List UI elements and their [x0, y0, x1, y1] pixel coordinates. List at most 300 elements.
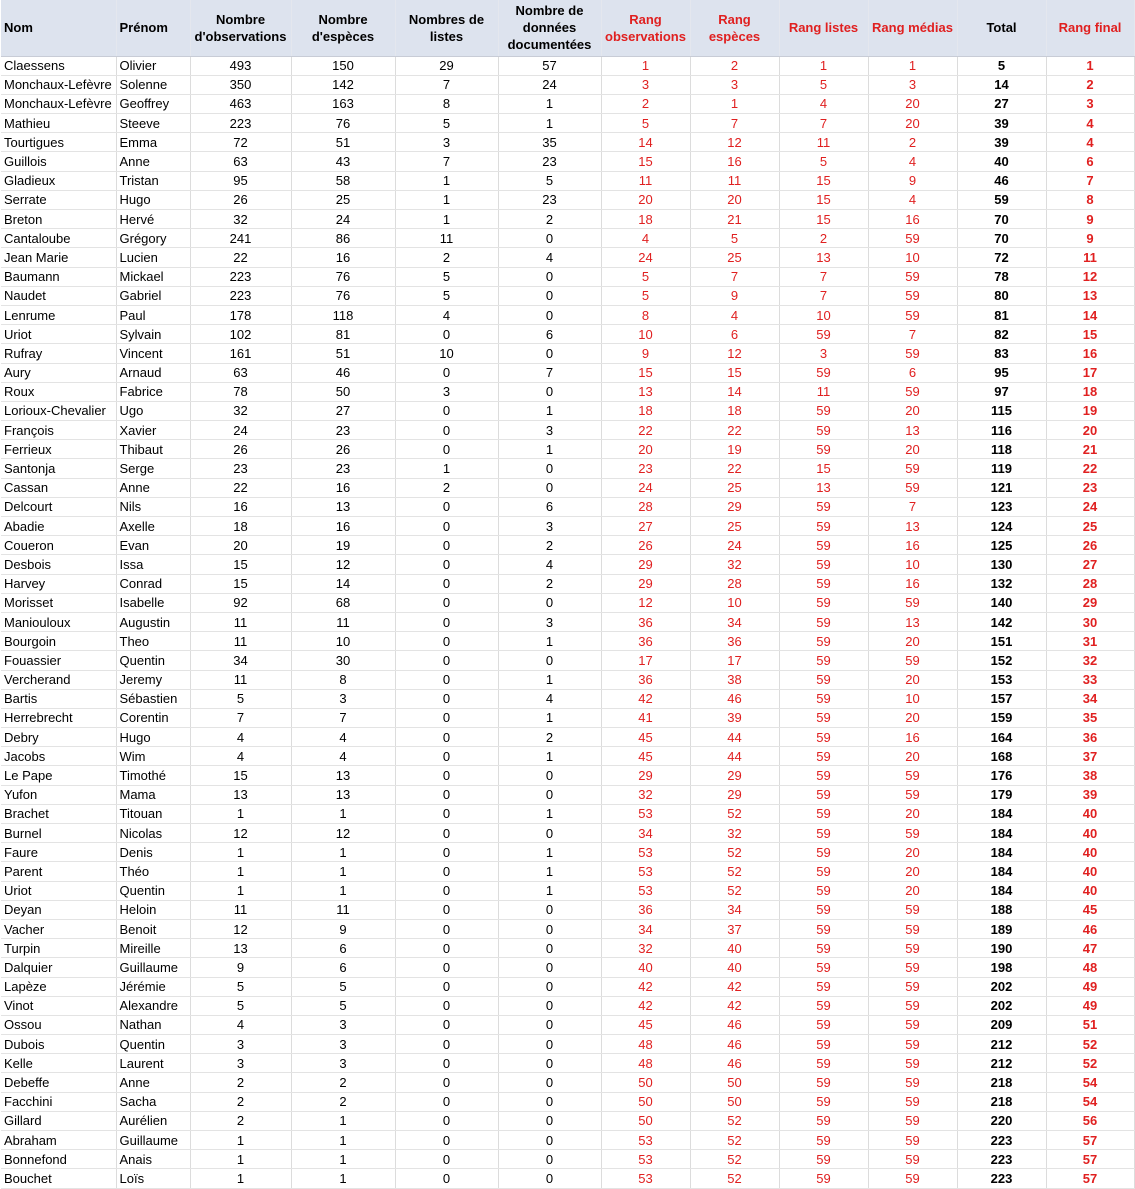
cell-documentees[interactable]: 0	[498, 939, 601, 958]
cell-total[interactable]: 189	[957, 919, 1046, 938]
cell-observations[interactable]: 22	[190, 248, 291, 267]
cell-nom[interactable]: Roux	[1, 382, 116, 401]
cell-observations[interactable]: 4	[190, 747, 291, 766]
cell-rang-listes[interactable]: 15	[779, 171, 868, 190]
cell-rang-medias[interactable]: 20	[868, 670, 957, 689]
cell-observations[interactable]: 18	[190, 517, 291, 536]
cell-rang-especes[interactable]: 12	[690, 344, 779, 363]
cell-especes[interactable]: 6	[291, 939, 395, 958]
table-row[interactable]	[1, 843, 1134, 862]
cell-listes[interactable]: 5	[395, 267, 498, 286]
cell-rang-especes[interactable]: 5	[690, 229, 779, 248]
cell-listes[interactable]: 0	[395, 632, 498, 651]
cell-rang-listes[interactable]: 59	[779, 536, 868, 555]
cell-rang-observations[interactable]: 53	[601, 1131, 690, 1150]
cell-rang-final[interactable]: 39	[1046, 785, 1134, 804]
cell-observations[interactable]: 24	[190, 421, 291, 440]
cell-nom[interactable]: Kelle	[1, 1054, 116, 1073]
cell-listes[interactable]: 0	[395, 363, 498, 382]
cell-listes[interactable]: 0	[395, 536, 498, 555]
cell-rang-especes[interactable]: 29	[690, 785, 779, 804]
cell-rang-listes[interactable]: 7	[779, 267, 868, 286]
cell-prenom[interactable]: Xavier	[116, 421, 190, 440]
cell-rang-final[interactable]: 36	[1046, 728, 1134, 747]
cell-documentees[interactable]: 0	[498, 1169, 601, 1188]
cell-rang-listes[interactable]: 59	[779, 363, 868, 382]
cell-listes[interactable]: 0	[395, 593, 498, 612]
cell-rang-medias[interactable]: 20	[868, 114, 957, 133]
cell-rang-medias[interactable]: 59	[868, 958, 957, 977]
cell-prenom[interactable]: Nathan	[116, 1015, 190, 1034]
cell-rang-especes[interactable]: 46	[690, 1035, 779, 1054]
cell-rang-final[interactable]: 6	[1046, 152, 1134, 171]
cell-observations[interactable]: 178	[190, 305, 291, 324]
cell-rang-final[interactable]: 21	[1046, 440, 1134, 459]
cell-prenom[interactable]: Fabrice	[116, 382, 190, 401]
cell-rang-medias[interactable]: 59	[868, 1035, 957, 1054]
cell-especes[interactable]: 3	[291, 1035, 395, 1054]
cell-rang-especes[interactable]: 10	[690, 593, 779, 612]
cell-rang-especes[interactable]: 7	[690, 114, 779, 133]
cell-rang-observations[interactable]: 5	[601, 286, 690, 305]
cell-documentees[interactable]: 3	[498, 517, 601, 536]
cell-rang-observations[interactable]: 15	[601, 152, 690, 171]
cell-total[interactable]: 39	[957, 114, 1046, 133]
cell-rang-final[interactable]: 52	[1046, 1035, 1134, 1054]
cell-rang-especes[interactable]: 25	[690, 517, 779, 536]
cell-total[interactable]: 70	[957, 210, 1046, 229]
header-rang-especes[interactable]: Rang espèces	[690, 0, 779, 56]
cell-nom[interactable]: Dalquier	[1, 958, 116, 977]
cell-rang-observations[interactable]: 12	[601, 593, 690, 612]
cell-listes[interactable]: 0	[395, 555, 498, 574]
cell-rang-listes[interactable]: 7	[779, 114, 868, 133]
cell-prenom[interactable]: Solenne	[116, 75, 190, 94]
cell-rang-observations[interactable]: 22	[601, 421, 690, 440]
cell-nom[interactable]: Burnel	[1, 824, 116, 843]
cell-observations[interactable]: 16	[190, 497, 291, 516]
cell-rang-especes[interactable]: 17	[690, 651, 779, 670]
cell-observations[interactable]: 7	[190, 708, 291, 727]
cell-rang-medias[interactable]: 1	[868, 56, 957, 75]
cell-rang-observations[interactable]: 8	[601, 305, 690, 324]
table-row[interactable]	[1, 152, 1134, 171]
cell-rang-especes[interactable]: 25	[690, 248, 779, 267]
cell-total[interactable]: 153	[957, 670, 1046, 689]
cell-prenom[interactable]: Axelle	[116, 517, 190, 536]
cell-rang-especes[interactable]: 3	[690, 75, 779, 94]
cell-rang-observations[interactable]: 50	[601, 1073, 690, 1092]
cell-nom[interactable]: Le Pape	[1, 766, 116, 785]
cell-prenom[interactable]: Mireille	[116, 939, 190, 958]
cell-rang-observations[interactable]: 2	[601, 94, 690, 113]
cell-nom[interactable]: Jacobs	[1, 747, 116, 766]
cell-prenom[interactable]: Jérémie	[116, 977, 190, 996]
cell-total[interactable]: 184	[957, 881, 1046, 900]
table-row[interactable]	[1, 1035, 1134, 1054]
cell-listes[interactable]: 4	[395, 305, 498, 324]
cell-especes[interactable]: 1	[291, 843, 395, 862]
cell-rang-medias[interactable]: 13	[868, 612, 957, 631]
cell-rang-especes[interactable]: 46	[690, 1054, 779, 1073]
cell-prenom[interactable]: Thibaut	[116, 440, 190, 459]
cell-rang-observations[interactable]: 18	[601, 401, 690, 420]
cell-observations[interactable]: 223	[190, 114, 291, 133]
cell-documentees[interactable]: 0	[498, 1015, 601, 1034]
cell-rang-final[interactable]: 49	[1046, 977, 1134, 996]
cell-nom[interactable]: Uriot	[1, 881, 116, 900]
cell-listes[interactable]: 0	[395, 497, 498, 516]
cell-nom[interactable]: Lapèze	[1, 977, 116, 996]
cell-especes[interactable]: 50	[291, 382, 395, 401]
cell-rang-final[interactable]: 56	[1046, 1111, 1134, 1130]
table-row[interactable]	[1, 56, 1134, 75]
header-rang-listes[interactable]: Rang listes	[779, 0, 868, 56]
cell-observations[interactable]: 463	[190, 94, 291, 113]
cell-listes[interactable]: 0	[395, 612, 498, 631]
cell-prenom[interactable]: Mickael	[116, 267, 190, 286]
cell-total[interactable]: 123	[957, 497, 1046, 516]
cell-especes[interactable]: 13	[291, 497, 395, 516]
cell-rang-medias[interactable]: 20	[868, 401, 957, 420]
cell-total[interactable]: 83	[957, 344, 1046, 363]
cell-nom[interactable]: Santonja	[1, 459, 116, 478]
cell-rang-especes[interactable]: 19	[690, 440, 779, 459]
cell-listes[interactable]: 0	[395, 440, 498, 459]
cell-rang-listes[interactable]: 59	[779, 517, 868, 536]
cell-observations[interactable]: 2	[190, 1092, 291, 1111]
cell-rang-observations[interactable]: 42	[601, 977, 690, 996]
cell-total[interactable]: 132	[957, 574, 1046, 593]
cell-rang-observations[interactable]: 53	[601, 881, 690, 900]
cell-rang-listes[interactable]: 59	[779, 1111, 868, 1130]
cell-rang-medias[interactable]: 20	[868, 440, 957, 459]
cell-documentees[interactable]: 0	[498, 1150, 601, 1169]
cell-nom[interactable]: Serrate	[1, 190, 116, 209]
cell-rang-especes[interactable]: 52	[690, 1169, 779, 1188]
cell-nom[interactable]: Bartis	[1, 689, 116, 708]
cell-nom[interactable]: Ossou	[1, 1015, 116, 1034]
cell-rang-listes[interactable]: 59	[779, 632, 868, 651]
cell-rang-observations[interactable]: 9	[601, 344, 690, 363]
cell-observations[interactable]: 1	[190, 1131, 291, 1150]
cell-rang-final[interactable]: 13	[1046, 286, 1134, 305]
cell-rang-listes[interactable]: 15	[779, 190, 868, 209]
cell-prenom[interactable]: Nicolas	[116, 824, 190, 843]
cell-rang-observations[interactable]: 29	[601, 555, 690, 574]
cell-especes[interactable]: 13	[291, 766, 395, 785]
cell-prenom[interactable]: Benoit	[116, 919, 190, 938]
cell-total[interactable]: 72	[957, 248, 1046, 267]
cell-rang-especes[interactable]: 29	[690, 497, 779, 516]
cell-especes[interactable]: 16	[291, 478, 395, 497]
cell-rang-observations[interactable]: 20	[601, 190, 690, 209]
cell-rang-final[interactable]: 52	[1046, 1054, 1134, 1073]
table-row[interactable]	[1, 708, 1134, 727]
cell-rang-observations[interactable]: 42	[601, 689, 690, 708]
cell-prenom[interactable]: Olivier	[116, 56, 190, 75]
header-listes[interactable]: Nombres de listes	[395, 0, 498, 56]
cell-especes[interactable]: 1	[291, 1169, 395, 1188]
cell-observations[interactable]: 1	[190, 881, 291, 900]
cell-rang-medias[interactable]: 20	[868, 881, 957, 900]
cell-especes[interactable]: 58	[291, 171, 395, 190]
table-row[interactable]	[1, 171, 1134, 190]
cell-listes[interactable]: 0	[395, 958, 498, 977]
header-documentees[interactable]: Nombre de données documentées	[498, 0, 601, 56]
cell-prenom[interactable]: Guillaume	[116, 1131, 190, 1150]
cell-especes[interactable]: 9	[291, 919, 395, 938]
cell-rang-final[interactable]: 33	[1046, 670, 1134, 689]
cell-rang-medias[interactable]: 20	[868, 862, 957, 881]
cell-rang-final[interactable]: 11	[1046, 248, 1134, 267]
cell-total[interactable]: 70	[957, 229, 1046, 248]
cell-listes[interactable]: 0	[395, 843, 498, 862]
cell-rang-listes[interactable]: 59	[779, 747, 868, 766]
cell-rang-final[interactable]: 1	[1046, 56, 1134, 75]
cell-rang-listes[interactable]: 59	[779, 1073, 868, 1092]
table-row[interactable]	[1, 939, 1134, 958]
cell-rang-listes[interactable]: 59	[779, 862, 868, 881]
cell-total[interactable]: 142	[957, 612, 1046, 631]
cell-prenom[interactable]: Quentin	[116, 651, 190, 670]
cell-rang-medias[interactable]: 59	[868, 229, 957, 248]
cell-especes[interactable]: 5	[291, 996, 395, 1015]
cell-rang-observations[interactable]: 36	[601, 670, 690, 689]
cell-rang-especes[interactable]: 24	[690, 536, 779, 555]
cell-observations[interactable]: 20	[190, 536, 291, 555]
table-row[interactable]	[1, 593, 1134, 612]
cell-prenom[interactable]: Aurélien	[116, 1111, 190, 1130]
cell-prenom[interactable]: Arnaud	[116, 363, 190, 382]
cell-nom[interactable]: Gladieux	[1, 171, 116, 190]
cell-prenom[interactable]: Theo	[116, 632, 190, 651]
cell-listes[interactable]: 7	[395, 75, 498, 94]
cell-rang-medias[interactable]: 59	[868, 996, 957, 1015]
cell-nom[interactable]: Rufray	[1, 344, 116, 363]
cell-listes[interactable]: 5	[395, 114, 498, 133]
cell-documentees[interactable]: 0	[498, 1131, 601, 1150]
cell-documentees[interactable]: 0	[498, 478, 601, 497]
cell-rang-medias[interactable]: 10	[868, 248, 957, 267]
cell-documentees[interactable]: 2	[498, 210, 601, 229]
cell-total[interactable]: 80	[957, 286, 1046, 305]
cell-listes[interactable]: 0	[395, 785, 498, 804]
cell-listes[interactable]: 8	[395, 94, 498, 113]
cell-especes[interactable]: 1	[291, 862, 395, 881]
cell-rang-especes[interactable]: 38	[690, 670, 779, 689]
cell-rang-especes[interactable]: 32	[690, 555, 779, 574]
cell-especes[interactable]: 4	[291, 728, 395, 747]
cell-observations[interactable]: 5	[190, 689, 291, 708]
cell-especes[interactable]: 6	[291, 958, 395, 977]
table-row[interactable]	[1, 286, 1134, 305]
cell-especes[interactable]: 4	[291, 747, 395, 766]
table-row[interactable]	[1, 1131, 1134, 1150]
table-row[interactable]	[1, 517, 1134, 536]
header-especes[interactable]: Nombre d'espèces	[291, 0, 395, 56]
cell-total[interactable]: 218	[957, 1073, 1046, 1092]
cell-total[interactable]: 95	[957, 363, 1046, 382]
cell-rang-especes[interactable]: 22	[690, 421, 779, 440]
cell-rang-observations[interactable]: 10	[601, 325, 690, 344]
cell-prenom[interactable]: Laurent	[116, 1054, 190, 1073]
cell-especes[interactable]: 81	[291, 325, 395, 344]
cell-rang-especes[interactable]: 18	[690, 401, 779, 420]
table-row[interactable]	[1, 190, 1134, 209]
cell-total[interactable]: 202	[957, 996, 1046, 1015]
cell-prenom[interactable]: Conrad	[116, 574, 190, 593]
cell-prenom[interactable]: Augustin	[116, 612, 190, 631]
cell-observations[interactable]: 2	[190, 1073, 291, 1092]
cell-listes[interactable]: 0	[395, 1015, 498, 1034]
cell-total[interactable]: 40	[957, 152, 1046, 171]
cell-rang-listes[interactable]: 59	[779, 881, 868, 900]
cell-observations[interactable]: 26	[190, 440, 291, 459]
cell-rang-medias[interactable]: 13	[868, 421, 957, 440]
header-observations[interactable]: Nombre d'observations	[190, 0, 291, 56]
cell-prenom[interactable]: Tristan	[116, 171, 190, 190]
table-row[interactable]	[1, 728, 1134, 747]
table-row[interactable]	[1, 114, 1134, 133]
cell-especes[interactable]: 76	[291, 267, 395, 286]
cell-nom[interactable]: Faure	[1, 843, 116, 862]
cell-prenom[interactable]: Guillaume	[116, 958, 190, 977]
cell-documentees[interactable]: 0	[498, 958, 601, 977]
cell-nom[interactable]: Abadie	[1, 517, 116, 536]
cell-nom[interactable]: Delcourt	[1, 497, 116, 516]
cell-total[interactable]: 125	[957, 536, 1046, 555]
cell-observations[interactable]: 78	[190, 382, 291, 401]
cell-rang-final[interactable]: 49	[1046, 996, 1134, 1015]
cell-rang-medias[interactable]: 59	[868, 785, 957, 804]
cell-rang-medias[interactable]: 59	[868, 1092, 957, 1111]
cell-total[interactable]: 116	[957, 421, 1046, 440]
cell-observations[interactable]: 11	[190, 900, 291, 919]
cell-nom[interactable]: Bonnefond	[1, 1150, 116, 1169]
table-row[interactable]	[1, 1111, 1134, 1130]
cell-nom[interactable]: Maniouloux	[1, 612, 116, 631]
cell-especes[interactable]: 46	[291, 363, 395, 382]
cell-listes[interactable]: 1	[395, 171, 498, 190]
cell-listes[interactable]: 11	[395, 229, 498, 248]
cell-documentees[interactable]: 0	[498, 459, 601, 478]
cell-rang-especes[interactable]: 29	[690, 766, 779, 785]
cell-especes[interactable]: 12	[291, 824, 395, 843]
table-row[interactable]	[1, 210, 1134, 229]
cell-total[interactable]: 209	[957, 1015, 1046, 1034]
cell-nom[interactable]: Debeffe	[1, 1073, 116, 1092]
cell-rang-medias[interactable]: 20	[868, 708, 957, 727]
cell-listes[interactable]: 0	[395, 421, 498, 440]
cell-rang-listes[interactable]: 2	[779, 229, 868, 248]
cell-prenom[interactable]: Quentin	[116, 881, 190, 900]
cell-listes[interactable]: 2	[395, 248, 498, 267]
table-row[interactable]	[1, 75, 1134, 94]
cell-documentees[interactable]: 4	[498, 555, 601, 574]
cell-listes[interactable]: 7	[395, 152, 498, 171]
cell-prenom[interactable]: Wim	[116, 747, 190, 766]
cell-observations[interactable]: 72	[190, 133, 291, 152]
cell-observations[interactable]: 1	[190, 1150, 291, 1169]
cell-rang-final[interactable]: 32	[1046, 651, 1134, 670]
cell-listes[interactable]: 0	[395, 1092, 498, 1111]
cell-listes[interactable]: 3	[395, 382, 498, 401]
cell-observations[interactable]: 13	[190, 939, 291, 958]
cell-listes[interactable]: 0	[395, 1131, 498, 1150]
cell-rang-final[interactable]: 38	[1046, 766, 1134, 785]
cell-especes[interactable]: 1	[291, 1150, 395, 1169]
cell-observations[interactable]: 241	[190, 229, 291, 248]
cell-especes[interactable]: 10	[291, 632, 395, 651]
table-row[interactable]	[1, 497, 1134, 516]
cell-especes[interactable]: 16	[291, 517, 395, 536]
cell-observations[interactable]: 161	[190, 344, 291, 363]
cell-documentees[interactable]: 0	[498, 1073, 601, 1092]
cell-rang-observations[interactable]: 5	[601, 114, 690, 133]
cell-rang-final[interactable]: 40	[1046, 843, 1134, 862]
cell-prenom[interactable]: Lucien	[116, 248, 190, 267]
cell-documentees[interactable]: 0	[498, 1111, 601, 1130]
cell-rang-especes[interactable]: 7	[690, 267, 779, 286]
cell-especes[interactable]: 76	[291, 114, 395, 133]
cell-documentees[interactable]: 1	[498, 862, 601, 881]
cell-total[interactable]: 130	[957, 555, 1046, 574]
cell-rang-observations[interactable]: 15	[601, 363, 690, 382]
cell-rang-final[interactable]: 4	[1046, 133, 1134, 152]
cell-observations[interactable]: 63	[190, 363, 291, 382]
cell-total[interactable]: 119	[957, 459, 1046, 478]
cell-listes[interactable]: 0	[395, 689, 498, 708]
cell-rang-listes[interactable]: 11	[779, 382, 868, 401]
cell-rang-final[interactable]: 4	[1046, 114, 1134, 133]
cell-nom[interactable]: Abraham	[1, 1131, 116, 1150]
cell-rang-medias[interactable]: 59	[868, 1169, 957, 1188]
cell-especes[interactable]: 7	[291, 708, 395, 727]
cell-rang-final[interactable]: 24	[1046, 497, 1134, 516]
cell-nom[interactable]: Lenrume	[1, 305, 116, 324]
cell-documentees[interactable]: 0	[498, 229, 601, 248]
cell-rang-listes[interactable]: 59	[779, 1054, 868, 1073]
header-rang-final[interactable]: Rang final	[1046, 0, 1134, 56]
cell-documentees[interactable]: 7	[498, 363, 601, 382]
cell-rang-observations[interactable]: 32	[601, 939, 690, 958]
cell-rang-observations[interactable]: 36	[601, 612, 690, 631]
cell-nom[interactable]: Turpin	[1, 939, 116, 958]
cell-nom[interactable]: Fouassier	[1, 651, 116, 670]
cell-documentees[interactable]: 4	[498, 689, 601, 708]
cell-rang-final[interactable]: 22	[1046, 459, 1134, 478]
cell-rang-listes[interactable]: 59	[779, 325, 868, 344]
cell-rang-observations[interactable]: 13	[601, 382, 690, 401]
cell-prenom[interactable]: Emma	[116, 133, 190, 152]
cell-rang-especes[interactable]: 32	[690, 824, 779, 843]
cell-rang-listes[interactable]: 59	[779, 612, 868, 631]
cell-rang-observations[interactable]: 42	[601, 996, 690, 1015]
cell-listes[interactable]: 29	[395, 56, 498, 75]
cell-rang-listes[interactable]: 4	[779, 94, 868, 113]
cell-rang-final[interactable]: 37	[1046, 747, 1134, 766]
cell-rang-listes[interactable]: 59	[779, 421, 868, 440]
cell-rang-listes[interactable]: 59	[779, 689, 868, 708]
cell-rang-medias[interactable]: 59	[868, 1054, 957, 1073]
cell-observations[interactable]: 23	[190, 459, 291, 478]
cell-listes[interactable]: 0	[395, 977, 498, 996]
cell-observations[interactable]: 26	[190, 190, 291, 209]
cell-nom[interactable]: Breton	[1, 210, 116, 229]
cell-rang-medias[interactable]: 20	[868, 747, 957, 766]
cell-observations[interactable]: 223	[190, 267, 291, 286]
